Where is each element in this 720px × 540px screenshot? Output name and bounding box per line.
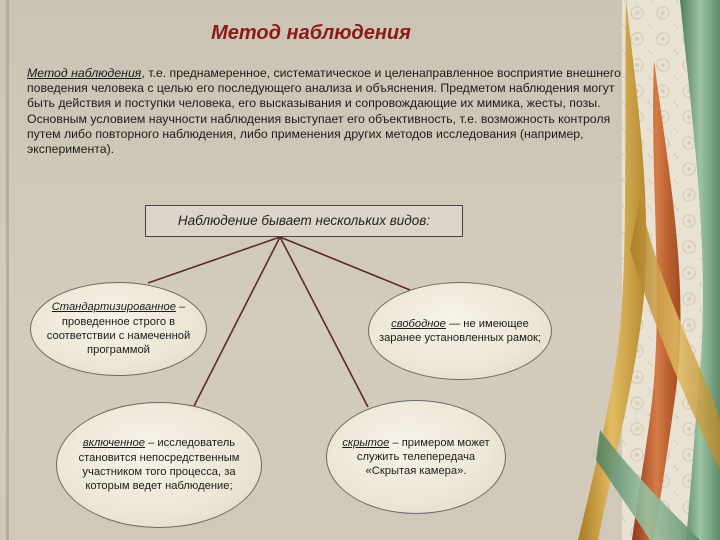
hidden-term: скрытое [342,436,390,449]
hidden-text: – примером может служить телепередача «Скрытая камера». [356,436,490,478]
standardized-text: – проведенное строго в соответствии с намеченной программой [46,301,191,357]
page-title: Метод наблюдения [211,22,411,44]
oval-hidden [326,400,506,514]
oval-free [368,282,552,380]
free-text: — не имеющее заранее установленных рамок; [378,317,542,344]
included-text: – исследователь становится непосредственным участником того процесса, за которым ведет наблюдение; [78,437,240,493]
kinds-heading-box: Наблюдение бывает нескольких видов: [145,205,463,237]
oval-included [56,402,262,528]
free-term: свободное [391,317,446,330]
connector-hidden [280,237,368,407]
included-term: включенное [82,437,145,450]
definition-term: Метод наблюдения [27,66,142,80]
oval-standardized [30,282,207,376]
standardized-term: Стандартизированное [51,301,176,314]
definition-text: , т.е. преднамеренное, систематическое и целенаправленное восприятие внешнего поведения человека с целью его последующего анализа и объяснения. Предметом наблюдения могут быть действия и поступки человека, его высказывания и сопровождающие их мимика, жесты, позы. Основным условием научности наблюдения выступает его объективность, т.е. возможность контроля путем либо повторного наблюдения, либо применения других методов исследования (например, эксперимента). [27,66,621,157]
connector-free [280,237,410,290]
